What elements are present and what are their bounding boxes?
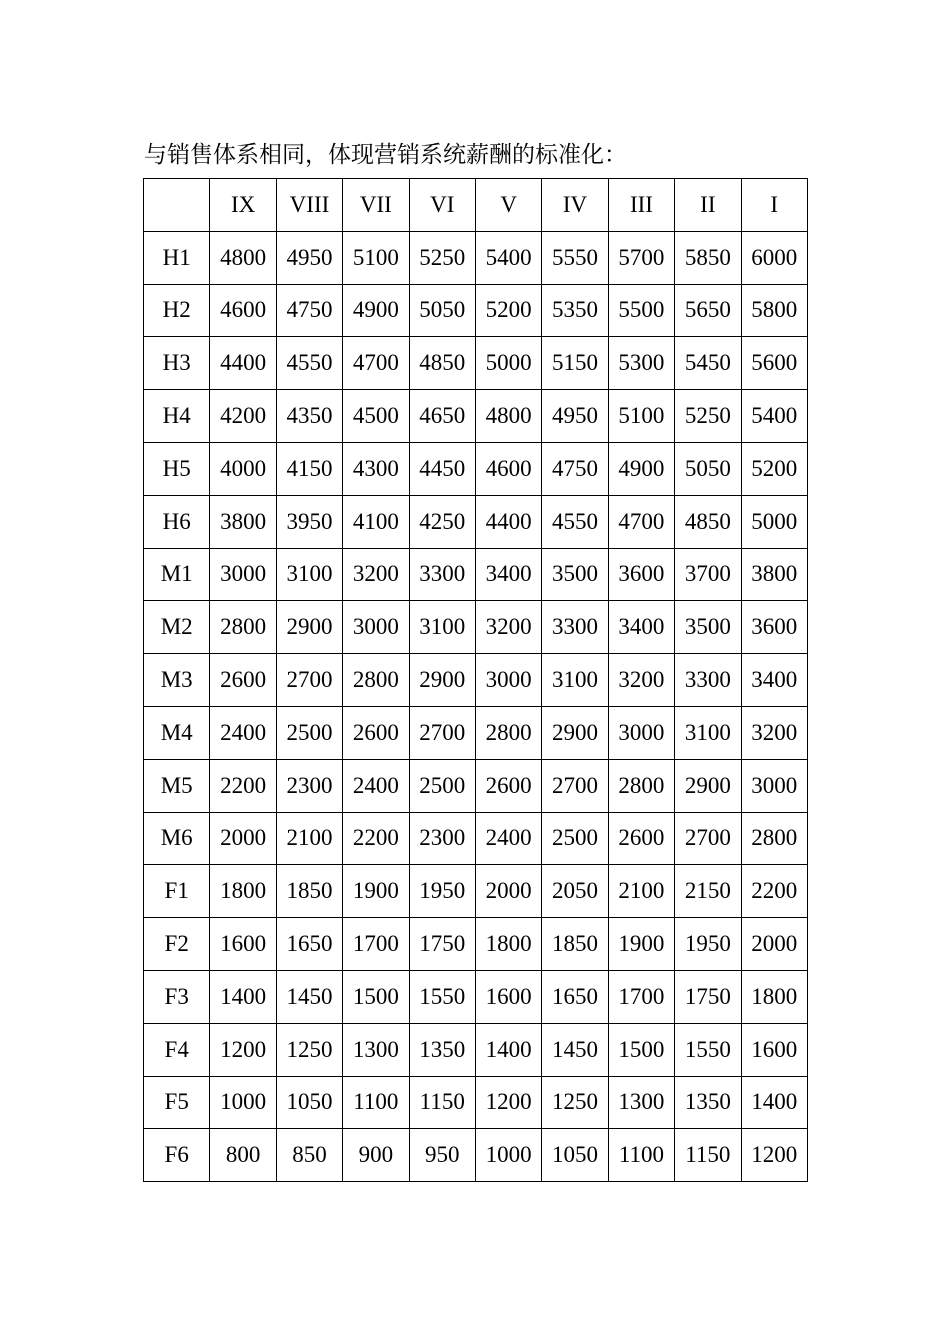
value-cell: 1350 <box>409 1023 475 1076</box>
row-label: F1 <box>144 865 210 918</box>
value-cell: 5650 <box>675 284 741 337</box>
value-cell: 1950 <box>675 918 741 971</box>
value-cell: 2150 <box>675 865 741 918</box>
value-cell: 800 <box>210 1129 276 1182</box>
value-cell: 4550 <box>276 337 342 390</box>
table-body <box>144 179 808 1182</box>
value-cell: 4850 <box>675 495 741 548</box>
value-cell: 3700 <box>675 548 741 601</box>
value-cell: 4600 <box>210 284 276 337</box>
value-cell: 2900 <box>675 759 741 812</box>
row-label: F3 <box>144 970 210 1023</box>
value-cell: 3100 <box>409 601 475 654</box>
value-cell: 3500 <box>542 548 608 601</box>
value-cell: 2800 <box>343 654 409 707</box>
value-cell: 1900 <box>608 918 674 971</box>
value-cell: 2700 <box>409 706 475 759</box>
value-cell: 1200 <box>741 1129 807 1182</box>
row-label: M2 <box>144 601 210 654</box>
value-cell: 4750 <box>276 284 342 337</box>
value-cell: 4700 <box>608 495 674 548</box>
value-cell: 5250 <box>675 390 741 443</box>
value-cell: 1800 <box>475 918 541 971</box>
column-header: I <box>741 179 807 232</box>
value-cell: 4300 <box>343 442 409 495</box>
value-cell: 5000 <box>741 495 807 548</box>
row-label: M6 <box>144 812 210 865</box>
value-cell: 1800 <box>741 970 807 1023</box>
value-cell: 1250 <box>276 1023 342 1076</box>
value-cell: 850 <box>276 1129 342 1182</box>
value-cell: 4250 <box>409 495 475 548</box>
value-cell: 1850 <box>276 865 342 918</box>
row-label: F6 <box>144 1129 210 1182</box>
value-cell: 1500 <box>608 1023 674 1076</box>
value-cell: 2700 <box>542 759 608 812</box>
value-cell: 5100 <box>608 390 674 443</box>
value-cell: 3000 <box>741 759 807 812</box>
value-cell: 3000 <box>343 601 409 654</box>
table-row <box>144 812 808 865</box>
value-cell: 1600 <box>210 918 276 971</box>
value-cell: 1600 <box>475 970 541 1023</box>
value-cell: 1450 <box>276 970 342 1023</box>
value-cell: 4400 <box>475 495 541 548</box>
value-cell: 1150 <box>409 1076 475 1129</box>
table-row <box>144 759 808 812</box>
value-cell: 6000 <box>741 231 807 284</box>
value-cell: 1650 <box>542 970 608 1023</box>
value-cell: 2500 <box>542 812 608 865</box>
value-cell: 3100 <box>675 706 741 759</box>
table-row <box>144 601 808 654</box>
value-cell: 3200 <box>343 548 409 601</box>
row-label: M5 <box>144 759 210 812</box>
value-cell: 4200 <box>210 390 276 443</box>
value-cell: 3400 <box>475 548 541 601</box>
row-label: F2 <box>144 918 210 971</box>
table-row <box>144 495 808 548</box>
table-row <box>144 970 808 1023</box>
corner-cell <box>144 179 210 232</box>
column-header: VIII <box>276 179 342 232</box>
value-cell: 2600 <box>475 759 541 812</box>
value-cell: 2800 <box>608 759 674 812</box>
value-cell: 2800 <box>741 812 807 865</box>
value-cell: 5300 <box>608 337 674 390</box>
value-cell: 1900 <box>343 865 409 918</box>
intro-text: 与销售体系相同，体现营销系统薪酬的标准化： <box>144 142 627 168</box>
table-row <box>144 1076 808 1129</box>
value-cell: 1250 <box>542 1076 608 1129</box>
value-cell: 2600 <box>210 654 276 707</box>
value-cell: 5400 <box>475 231 541 284</box>
value-cell: 2500 <box>276 706 342 759</box>
value-cell: 1300 <box>608 1076 674 1129</box>
value-cell: 4850 <box>409 337 475 390</box>
value-cell: 5350 <box>542 284 608 337</box>
value-cell: 1450 <box>542 1023 608 1076</box>
value-cell: 1400 <box>210 970 276 1023</box>
row-label: H6 <box>144 495 210 548</box>
row-label: H1 <box>144 231 210 284</box>
value-cell: 3600 <box>741 601 807 654</box>
value-cell: 1700 <box>343 918 409 971</box>
value-cell: 2700 <box>675 812 741 865</box>
value-cell: 2500 <box>409 759 475 812</box>
value-cell: 2400 <box>475 812 541 865</box>
table-row <box>144 284 808 337</box>
value-cell: 2000 <box>475 865 541 918</box>
value-cell: 5700 <box>608 231 674 284</box>
header-row <box>144 179 808 232</box>
table-row <box>144 442 808 495</box>
value-cell: 5200 <box>741 442 807 495</box>
value-cell: 3300 <box>675 654 741 707</box>
value-cell: 1950 <box>409 865 475 918</box>
value-cell: 5600 <box>741 337 807 390</box>
value-cell: 1000 <box>475 1129 541 1182</box>
row-label: H3 <box>144 337 210 390</box>
value-cell: 2200 <box>741 865 807 918</box>
value-cell: 1050 <box>542 1129 608 1182</box>
column-header: IV <box>542 179 608 232</box>
value-cell: 1550 <box>675 1023 741 1076</box>
value-cell: 5800 <box>741 284 807 337</box>
value-cell: 5050 <box>409 284 475 337</box>
value-cell: 1400 <box>741 1076 807 1129</box>
value-cell: 2200 <box>210 759 276 812</box>
value-cell: 1650 <box>276 918 342 971</box>
value-cell: 4750 <box>542 442 608 495</box>
value-cell: 1200 <box>210 1023 276 1076</box>
value-cell: 4350 <box>276 390 342 443</box>
value-cell: 4800 <box>210 231 276 284</box>
table-row <box>144 865 808 918</box>
value-cell: 1750 <box>409 918 475 971</box>
row-label: H2 <box>144 284 210 337</box>
value-cell: 5100 <box>343 231 409 284</box>
value-cell: 4550 <box>542 495 608 548</box>
row-label: M4 <box>144 706 210 759</box>
value-cell: 2300 <box>409 812 475 865</box>
value-cell: 1050 <box>276 1076 342 1129</box>
row-label: H5 <box>144 442 210 495</box>
column-header: IX <box>210 179 276 232</box>
value-cell: 3000 <box>608 706 674 759</box>
value-cell: 4000 <box>210 442 276 495</box>
value-cell: 2600 <box>343 706 409 759</box>
value-cell: 1500 <box>343 970 409 1023</box>
column-header: VI <box>409 179 475 232</box>
value-cell: 5050 <box>675 442 741 495</box>
table-row <box>144 390 808 443</box>
value-cell: 950 <box>409 1129 475 1182</box>
row-label: H4 <box>144 390 210 443</box>
value-cell: 4650 <box>409 390 475 443</box>
value-cell: 4450 <box>409 442 475 495</box>
value-cell: 1350 <box>675 1076 741 1129</box>
value-cell: 2800 <box>210 601 276 654</box>
value-cell: 4600 <box>475 442 541 495</box>
value-cell: 4500 <box>343 390 409 443</box>
value-cell: 4900 <box>608 442 674 495</box>
value-cell: 3200 <box>608 654 674 707</box>
value-cell: 3300 <box>542 601 608 654</box>
value-cell: 2200 <box>343 812 409 865</box>
value-cell: 1300 <box>343 1023 409 1076</box>
value-cell: 2100 <box>608 865 674 918</box>
value-cell: 4900 <box>343 284 409 337</box>
value-cell: 1400 <box>475 1023 541 1076</box>
value-cell: 5500 <box>608 284 674 337</box>
value-cell: 5250 <box>409 231 475 284</box>
value-cell: 1550 <box>409 970 475 1023</box>
table-row <box>144 1129 808 1182</box>
value-cell: 1200 <box>475 1076 541 1129</box>
value-cell: 1700 <box>608 970 674 1023</box>
value-cell: 4400 <box>210 337 276 390</box>
value-cell: 1600 <box>741 1023 807 1076</box>
value-cell: 4950 <box>542 390 608 443</box>
value-cell: 5200 <box>475 284 541 337</box>
value-cell: 1850 <box>542 918 608 971</box>
value-cell: 4700 <box>343 337 409 390</box>
value-cell: 900 <box>343 1129 409 1182</box>
value-cell: 1800 <box>210 865 276 918</box>
value-cell: 4150 <box>276 442 342 495</box>
row-label: M3 <box>144 654 210 707</box>
value-cell: 2000 <box>210 812 276 865</box>
column-header: V <box>475 179 541 232</box>
value-cell: 3500 <box>675 601 741 654</box>
value-cell: 2900 <box>542 706 608 759</box>
value-cell: 2050 <box>542 865 608 918</box>
value-cell: 3800 <box>210 495 276 548</box>
value-cell: 1100 <box>608 1129 674 1182</box>
value-cell: 3400 <box>741 654 807 707</box>
value-cell: 3200 <box>741 706 807 759</box>
column-header: III <box>608 179 674 232</box>
value-cell: 2700 <box>276 654 342 707</box>
table-row <box>144 918 808 971</box>
value-cell: 3400 <box>608 601 674 654</box>
value-cell: 2400 <box>210 706 276 759</box>
value-cell: 4100 <box>343 495 409 548</box>
value-cell: 2400 <box>343 759 409 812</box>
value-cell: 2100 <box>276 812 342 865</box>
value-cell: 2600 <box>608 812 674 865</box>
table-row <box>144 337 808 390</box>
value-cell: 1150 <box>675 1129 741 1182</box>
salary-grade-table <box>143 178 808 1182</box>
table-row <box>144 706 808 759</box>
value-cell: 3600 <box>608 548 674 601</box>
value-cell: 4950 <box>276 231 342 284</box>
value-cell: 1750 <box>675 970 741 1023</box>
row-label: F5 <box>144 1076 210 1129</box>
value-cell: 5450 <box>675 337 741 390</box>
value-cell: 3200 <box>475 601 541 654</box>
value-cell: 5850 <box>675 231 741 284</box>
value-cell: 3000 <box>210 548 276 601</box>
column-header: VII <box>343 179 409 232</box>
value-cell: 1100 <box>343 1076 409 1129</box>
table-row <box>144 231 808 284</box>
value-cell: 2000 <box>741 918 807 971</box>
value-cell: 4800 <box>475 390 541 443</box>
value-cell: 3100 <box>542 654 608 707</box>
value-cell: 3800 <box>741 548 807 601</box>
value-cell: 2300 <box>276 759 342 812</box>
table-row <box>144 654 808 707</box>
row-label: F4 <box>144 1023 210 1076</box>
value-cell: 2900 <box>409 654 475 707</box>
value-cell: 3000 <box>475 654 541 707</box>
value-cell: 3300 <box>409 548 475 601</box>
value-cell: 3950 <box>276 495 342 548</box>
row-label: M1 <box>144 548 210 601</box>
column-header: II <box>675 179 741 232</box>
table-row <box>144 1023 808 1076</box>
value-cell: 1000 <box>210 1076 276 1129</box>
value-cell: 5400 <box>741 390 807 443</box>
value-cell: 5150 <box>542 337 608 390</box>
value-cell: 2800 <box>475 706 541 759</box>
value-cell: 3100 <box>276 548 342 601</box>
table-row <box>144 548 808 601</box>
value-cell: 5000 <box>475 337 541 390</box>
value-cell: 2900 <box>276 601 342 654</box>
value-cell: 5550 <box>542 231 608 284</box>
